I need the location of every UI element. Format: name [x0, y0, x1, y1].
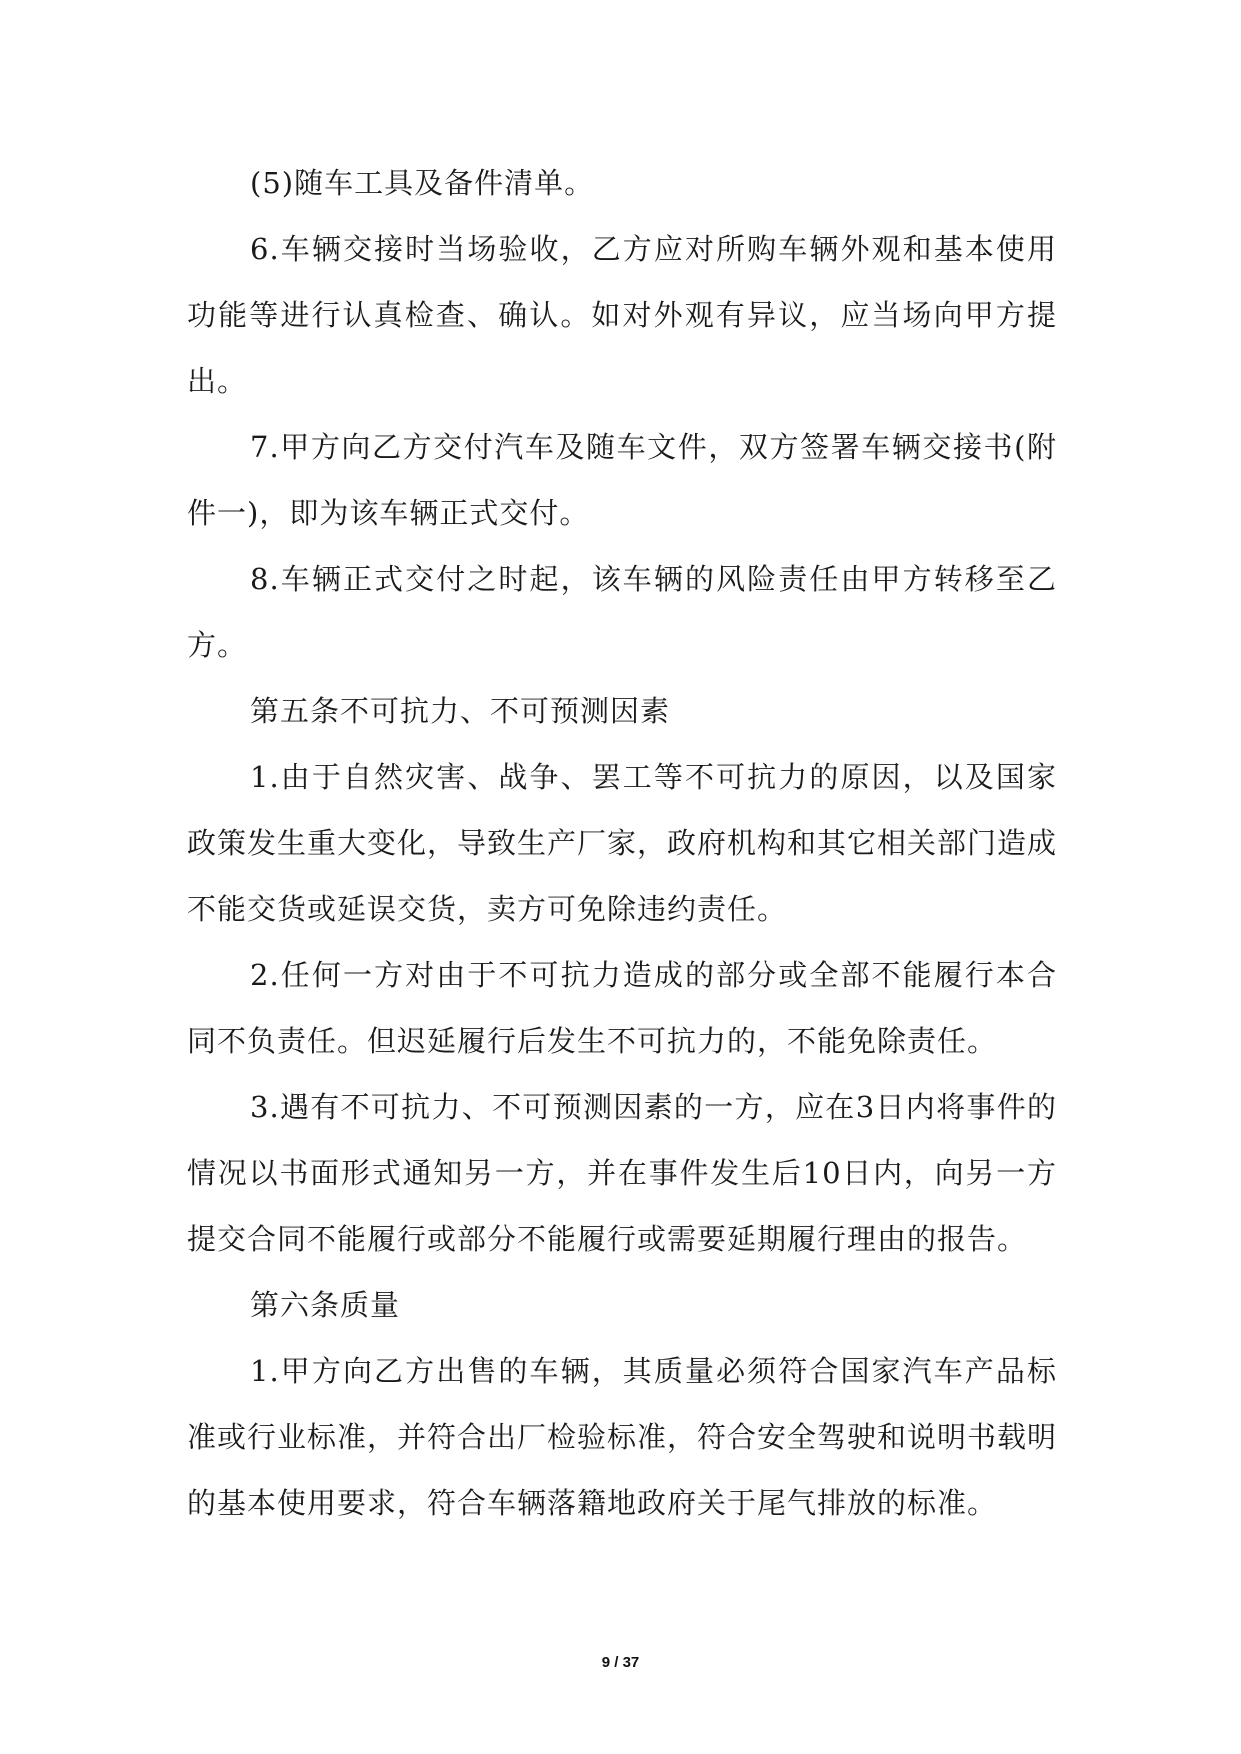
document-body: [187, 150, 1057, 1536]
paragraph-6-inspection: 6.车辆交接时当场验收，乙方应对所购车辆外观和基本使用功能等进行认真检查、确认。如对外观有异议，应当场向甲方提出。: [187, 232, 1057, 398]
article-5-heading: 第五条不可抗力、不可预测因素: [250, 694, 671, 728]
page-number: 9 / 37: [601, 1654, 640, 1671]
paragraph-8-risk-transfer: 8.车辆正式交付之时起，该车辆的风险责任由甲方转移至乙方。: [187, 562, 1057, 662]
paragraph-quality-1: 1.甲方向乙方出售的车辆，其质量必须符合国家汽车产品标准或行业标准，并符合出厂检验标准，符合安全驾驶和说明书载明的基本使用要求，符合车辆落籍地政府关于尾气排放的标准。: [187, 1354, 1058, 1520]
paragraph-7-delivery: 7.甲方向乙方交付汽车及随车文件，双方签署车辆交接书(附件一)，即为该车辆正式交付。: [187, 430, 1057, 530]
article-6-heading: 第六条质量: [250, 1288, 401, 1322]
paragraph-force-majeure-3: 3.遇有不可抗力、不可预测因素的一方，应在3日内将事件的情况以书面形式通知另一方，并在事件发生后10日内，向另一方提交合同不能履行或部分不能履行或需要延期履行理由的报告。: [187, 1090, 1057, 1256]
paragraph-force-majeure-1: 1.由于自然灾害、战争、罢工等不可抗力的原因，以及国家政策发生重大变化，导致生产厂家，政府机构和其它相关部门造成不能交货或延误交货，卖方可免除违约责任。: [187, 760, 1058, 926]
paragraph-tools-list: (5)随车工具及备件清单。: [250, 166, 595, 200]
paragraph-force-majeure-2: 2.任何一方对由于不可抗力造成的部分或全部不能履行本合同不负责任。但迟延履行后发生不可抗力的，不能免除责任。: [187, 958, 1057, 1058]
